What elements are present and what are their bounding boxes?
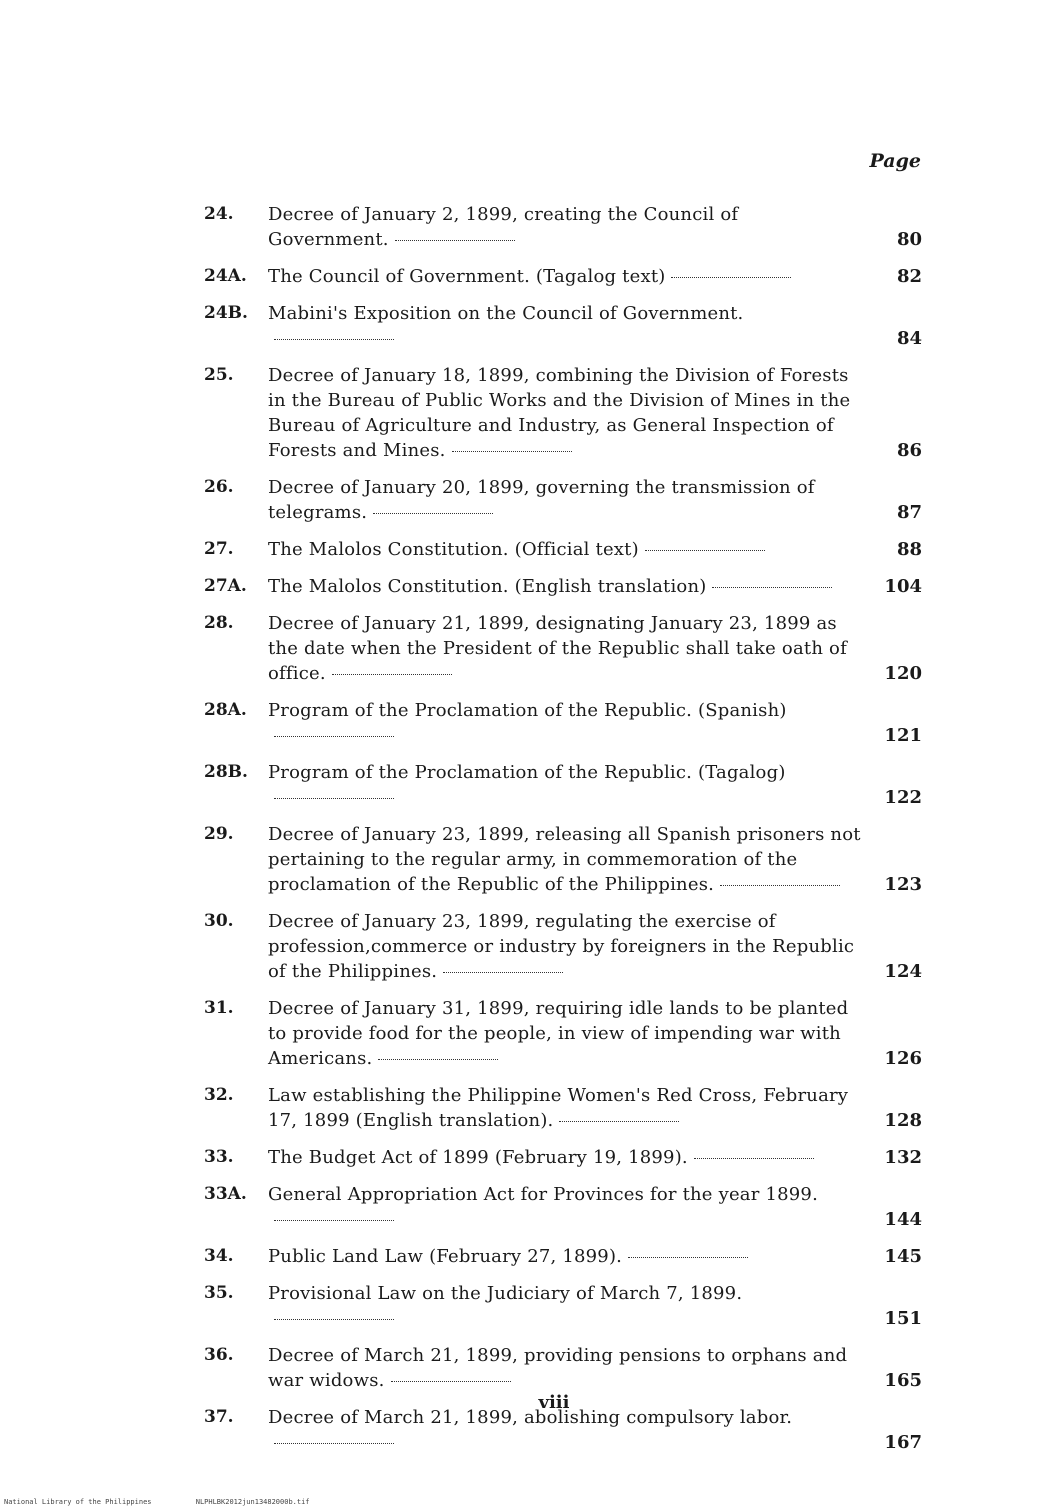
entry-number: 28B.	[204, 762, 248, 782]
entry-title: Decree of January 18, 1899, combining the Division of Forests in the Bureau of Public Works and the Division of Mines in the Bureau of Agriculture and Industry, as General Inspection of Forests and Mines.	[268, 365, 851, 461]
page-column-header: Page	[869, 150, 921, 172]
toc-entry	[204, 475, 922, 525]
toc-entry	[204, 996, 922, 1071]
toc-entry	[204, 202, 922, 252]
entry-number: 32.	[204, 1085, 234, 1105]
entry-page: 88	[896, 539, 922, 560]
toc-entry	[204, 1083, 922, 1133]
entry-number: 36.	[204, 1345, 234, 1365]
entry-number: 26.	[204, 477, 234, 497]
entry-title: The Malolos Constitution. (Official text)	[268, 537, 864, 562]
entry-title: Provisional Law on the Judiciary of March 7, 1899.	[268, 1281, 864, 1331]
entry-page: 124	[884, 961, 922, 982]
toc-entry	[204, 822, 922, 897]
leader-dots	[274, 736, 394, 737]
entry-title: Decree of March 21, 1899, providing pensions to orphans and war widows.	[268, 1345, 848, 1391]
toc-entry	[204, 363, 922, 463]
entry-number: 29.	[204, 824, 234, 844]
entry-page: 84	[896, 328, 922, 349]
leader-dots	[443, 972, 563, 973]
toc-entry	[204, 264, 922, 289]
entry-page: 86	[896, 440, 922, 461]
leader-dots	[694, 1158, 814, 1159]
entry-page: 123	[884, 874, 922, 895]
leader-dots	[274, 339, 394, 340]
entry-page: 87	[896, 502, 922, 523]
toc-entry	[204, 537, 922, 562]
toc-entry	[204, 1281, 922, 1331]
entry-page: 80	[896, 229, 922, 250]
entry-title: Program of the Proclamation of the Republic. (Tagalog)	[268, 760, 864, 810]
entry-number: 33A.	[204, 1184, 247, 1204]
entry-title: Program of the Proclamation of the Republic. (Spanish)	[268, 698, 864, 748]
entry-number: 31.	[204, 998, 234, 1018]
entry-number: 35.	[204, 1283, 234, 1303]
entry-page: 165	[884, 1370, 922, 1391]
leader-dots	[274, 1319, 394, 1320]
entry-page: 121	[884, 725, 922, 746]
toc-entry	[204, 909, 922, 984]
leader-dots	[391, 1381, 511, 1382]
leader-dots	[712, 587, 832, 588]
entry-page: 132	[884, 1147, 922, 1168]
entry-title: Mabini's Exposition on the Council of Government.	[268, 301, 864, 351]
entry-title: The Budget Act of 1899 (February 19, 1899).	[268, 1145, 864, 1170]
entry-title: Public Land Law (February 27, 1899).	[268, 1244, 864, 1269]
toc-entry	[204, 698, 922, 748]
leader-dots	[671, 277, 791, 278]
entry-page: 128	[884, 1110, 922, 1131]
entry-page: 82	[896, 266, 922, 287]
entry-number: 28.	[204, 613, 234, 633]
toc-entry	[204, 574, 922, 599]
entry-page: 122	[884, 787, 922, 808]
entry-page: 126	[884, 1048, 922, 1069]
table-of-contents	[204, 202, 922, 1467]
entry-number: 37.	[204, 1407, 234, 1427]
entry-title: Law establishing the Philippine Women's Red Cross, February 17, 1899 (English translation).	[268, 1085, 849, 1131]
entry-title: The Council of Government. (Tagalog text)	[268, 264, 864, 289]
entry-page: 151	[884, 1308, 922, 1329]
entry-title: Decree of January 21, 1899, designating January 23, 1899 as the date when the President of the Republic shall take oath of office.	[268, 613, 847, 684]
entry-page: 120	[884, 663, 922, 684]
library-credit: National Library of the Philippines	[4, 1498, 152, 1506]
scan-footer	[4, 1498, 350, 1506]
toc-entry	[204, 611, 922, 686]
leader-dots	[645, 550, 765, 551]
entry-title: Decree of January 23, 1899, releasing all Spanish prisoners not pertaining to the regular army, in commemoration of the proclamation of the Republic of the Philippines.	[268, 824, 861, 895]
entry-number: 34.	[204, 1246, 234, 1266]
entry-number: 24.	[204, 204, 234, 224]
toc-entry	[204, 1182, 922, 1232]
file-name: NLPHLBK2012jun13482000b.tif	[195, 1498, 310, 1506]
leader-dots	[274, 798, 394, 799]
entry-number: 33.	[204, 1147, 234, 1167]
leader-dots	[378, 1059, 498, 1060]
entry-title: Decree of January 31, 1899, requiring idle lands to be planted to provide food for the people, in view of impending war with Americans.	[268, 998, 849, 1069]
entry-number: 25.	[204, 365, 234, 385]
toc-entry	[204, 301, 922, 351]
entry-title: Decree of March 21, 1899, abolishing compulsory labor.	[268, 1405, 864, 1455]
leader-dots	[373, 513, 493, 514]
leader-dots	[559, 1121, 679, 1122]
entry-title: Decree of January 23, 1899, regulating the exercise of profession,commerce or industry by foreigners in the Republic of the Philippines.	[268, 911, 855, 982]
entry-title: Decree of January 2, 1899, creating the Council of Government.	[268, 204, 739, 250]
leader-dots	[274, 1220, 394, 1221]
entry-title: The Malolos Constitution. (English translation)	[268, 574, 864, 599]
entry-title: Decree of January 20, 1899, governing the transmission of telegrams.	[268, 477, 815, 523]
leader-dots	[332, 674, 452, 675]
entry-title: General Appropriation Act for Provinces for the year 1899.	[268, 1182, 864, 1232]
entry-page: 145	[884, 1246, 922, 1267]
leader-dots	[452, 451, 572, 452]
toc-entry	[204, 760, 922, 810]
page-folio: viii	[538, 1392, 570, 1413]
entry-number: 27.	[204, 539, 234, 559]
toc-entry	[204, 1145, 922, 1170]
entry-page: 144	[884, 1209, 922, 1230]
leader-dots	[720, 885, 840, 886]
entry-number: 24A.	[204, 266, 247, 286]
leader-dots	[395, 240, 515, 241]
leader-dots	[628, 1257, 748, 1258]
entry-number: 27A.	[204, 576, 247, 596]
entry-number: 24B.	[204, 303, 248, 323]
entry-page: 167	[884, 1432, 922, 1453]
toc-entry	[204, 1343, 922, 1393]
entry-number: 30.	[204, 911, 234, 931]
entry-page: 104	[884, 576, 922, 597]
toc-entry	[204, 1244, 922, 1269]
leader-dots	[274, 1443, 394, 1444]
entry-number: 28A.	[204, 700, 247, 720]
